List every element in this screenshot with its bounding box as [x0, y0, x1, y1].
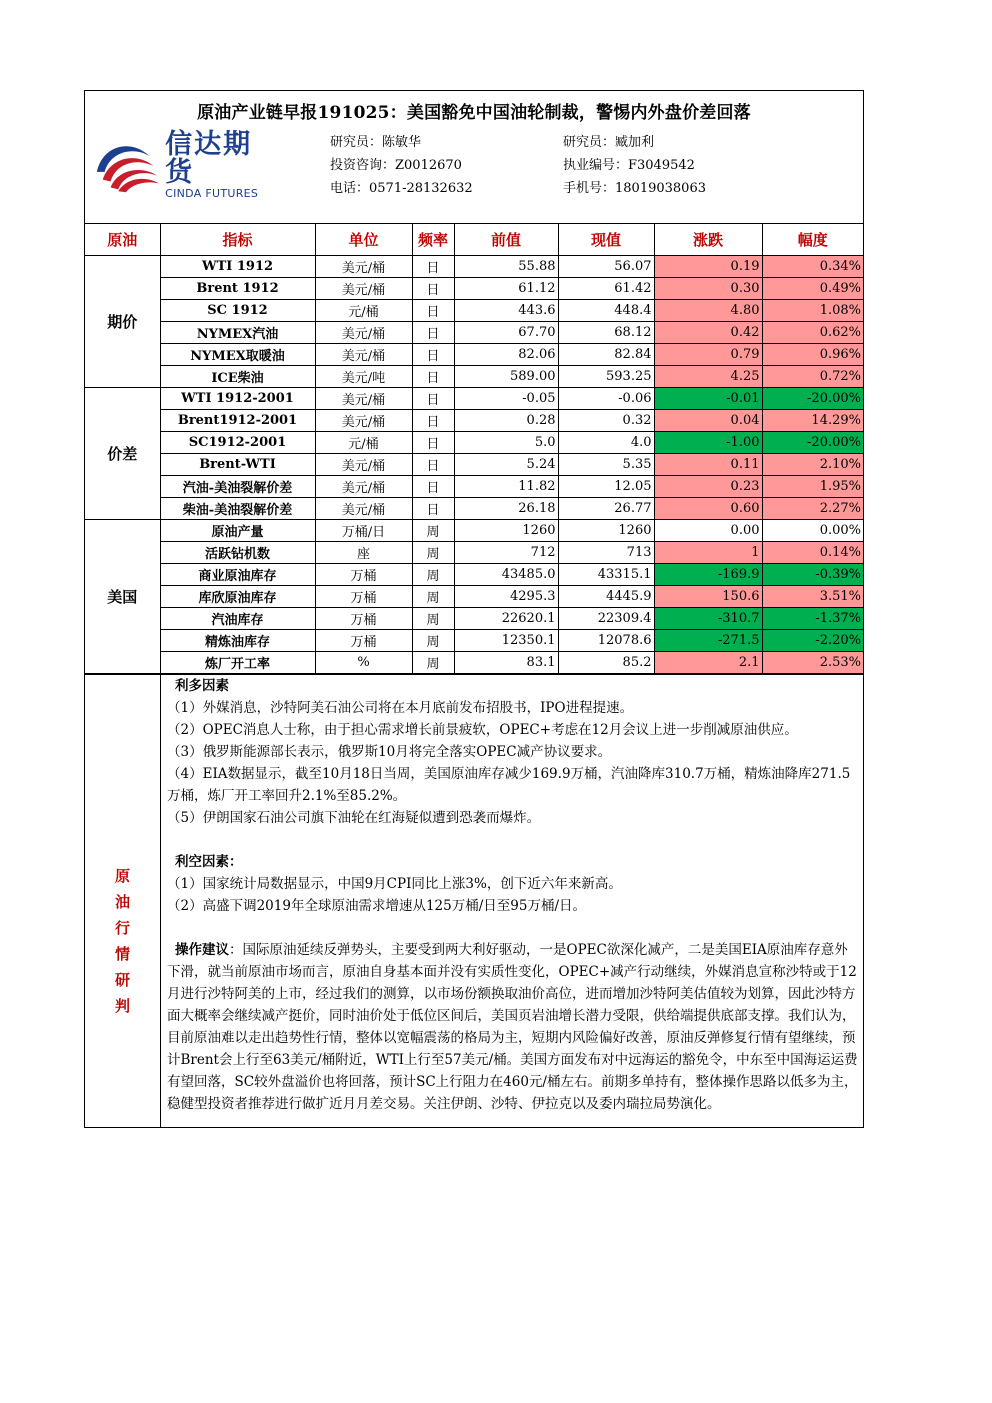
- logo-en: CINDA FUTURES: [165, 186, 259, 200]
- frequency-cell: 日: [412, 300, 454, 322]
- change-cell: -0.01: [654, 388, 762, 410]
- change-pct-cell: 2.53%: [762, 652, 863, 674]
- table-row: [85, 608, 863, 630]
- change-cell: 0.23: [654, 476, 762, 498]
- table-row: [85, 454, 863, 476]
- current-value-cell: 12.05: [558, 476, 654, 498]
- indicator-cell: WTI 1912: [160, 256, 315, 278]
- table-row: [85, 410, 863, 432]
- analysis-body: [161, 675, 863, 1127]
- table-body: [85, 256, 863, 674]
- indicator-cell: 活跃钻机数: [160, 542, 315, 564]
- col-header: 单位: [315, 224, 412, 256]
- indicator-cell: NYMEX汽油: [160, 322, 315, 344]
- change-pct-cell: -20.00%: [762, 432, 863, 454]
- change-cell: 0.60: [654, 498, 762, 520]
- unit-cell: 美元/桶: [315, 388, 412, 410]
- frequency-cell: 日: [412, 476, 454, 498]
- change-pct-cell: 1.95%: [762, 476, 863, 498]
- current-value-cell: 593.25: [558, 366, 654, 388]
- change-pct-cell: 3.51%: [762, 586, 863, 608]
- previous-value-cell: 589.00: [454, 366, 558, 388]
- previous-value-cell: 12350.1: [454, 630, 558, 652]
- report-sheet: [84, 90, 864, 1128]
- current-value-cell: 1260: [558, 520, 654, 542]
- consult-code: 投资咨询：Z0012670: [330, 158, 462, 173]
- indicator-cell: NYMEX取暖油: [160, 344, 315, 366]
- bullish-item: （5）伊朗国家石油公司旗下油轮在红海疑似遭到恐袭而爆炸。: [167, 810, 541, 826]
- col-header: 幅度: [762, 224, 863, 256]
- advice-title: 操作建议: [175, 942, 229, 958]
- previous-value-cell: 712: [454, 542, 558, 564]
- table-row: [85, 366, 863, 388]
- table-row: [85, 344, 863, 366]
- change-cell: -271.5: [654, 630, 762, 652]
- change-cell: 4.80: [654, 300, 762, 322]
- frequency-cell: 周: [412, 630, 454, 652]
- change-cell: 0.11: [654, 454, 762, 476]
- change-cell: 0.19: [654, 256, 762, 278]
- license-code: 执业编号：F3049542: [563, 158, 695, 173]
- change-pct-cell: 0.72%: [762, 366, 863, 388]
- indicator-cell: 原油产量: [160, 520, 315, 542]
- unit-cell: 美元/桶: [315, 476, 412, 498]
- unit-cell: 元/桶: [315, 432, 412, 454]
- table-row: [85, 300, 863, 322]
- group-label: 美国: [85, 520, 160, 674]
- previous-value-cell: 82.06: [454, 344, 558, 366]
- frequency-cell: 日: [412, 366, 454, 388]
- frequency-cell: 周: [412, 652, 454, 674]
- contact-right: [563, 131, 706, 200]
- table-row: [85, 388, 863, 410]
- frequency-cell: 日: [412, 278, 454, 300]
- logo-text: [165, 128, 278, 200]
- mobile: 手机号：18019038063: [563, 181, 706, 196]
- change-pct-cell: 2.27%: [762, 498, 863, 520]
- analyst-name-2: 研究员：臧加利: [563, 135, 655, 150]
- previous-value-cell: 1260: [454, 520, 558, 542]
- change-pct-cell: 0.96%: [762, 344, 863, 366]
- previous-value-cell: 0.28: [454, 410, 558, 432]
- frequency-cell: 周: [412, 586, 454, 608]
- change-cell: -310.7: [654, 608, 762, 630]
- change-cell: -169.9: [654, 564, 762, 586]
- change-pct-cell: 0.49%: [762, 278, 863, 300]
- indicator-cell: 库欣原油库存: [160, 586, 315, 608]
- current-value-cell: 56.07: [558, 256, 654, 278]
- current-value-cell: 22309.4: [558, 608, 654, 630]
- table-row: [85, 476, 863, 498]
- unit-cell: 万桶: [315, 608, 412, 630]
- change-pct-cell: -0.39%: [762, 564, 863, 586]
- previous-value-cell: 4295.3: [454, 586, 558, 608]
- advice-paragraph: [167, 939, 859, 1115]
- previous-value-cell: 11.82: [454, 476, 558, 498]
- indicator-cell: 汽油库存: [160, 608, 315, 630]
- change-cell: 0.04: [654, 410, 762, 432]
- current-value-cell: 68.12: [558, 322, 654, 344]
- analyst-name: 研究员：陈敏华: [330, 135, 422, 150]
- indicator-cell: SC 1912: [160, 300, 315, 322]
- unit-cell: 美元/吨: [315, 366, 412, 388]
- current-value-cell: 713: [558, 542, 654, 564]
- unit-cell: 美元/桶: [315, 322, 412, 344]
- change-cell: 0.00: [654, 520, 762, 542]
- group-label: 价差: [85, 388, 160, 520]
- table-row: [85, 586, 863, 608]
- indicator-cell: Brent 1912: [160, 278, 315, 300]
- previous-value-cell: 61.12: [454, 278, 558, 300]
- unit-cell: 万桶: [315, 564, 412, 586]
- frequency-cell: 日: [412, 344, 454, 366]
- indicator-cell: Brent1912-2001: [160, 410, 315, 432]
- previous-value-cell: 83.1: [454, 652, 558, 674]
- current-value-cell: 43315.1: [558, 564, 654, 586]
- col-header: 指标: [160, 224, 315, 256]
- table-row: [85, 256, 863, 278]
- bearish-item: （2）高盛下调2019年全球原油需求增速从125万桶/日至95万桶/日。: [167, 898, 586, 914]
- current-value-cell: 85.2: [558, 652, 654, 674]
- frequency-cell: 周: [412, 608, 454, 630]
- table-row: [85, 498, 863, 520]
- table-row: [85, 322, 863, 344]
- previous-value-cell: 22620.1: [454, 608, 558, 630]
- previous-value-cell: 5.24: [454, 454, 558, 476]
- current-value-cell: -0.06: [558, 388, 654, 410]
- report-header: [85, 129, 863, 224]
- current-value-cell: 26.77: [558, 498, 654, 520]
- bullish-item: （4）EIA数据显示，截至10月18日当周，美国原油库存减少169.9万桶，汽油降库310.7万桶，精炼油降库271.5万桶，炼厂开工率回升2.1%至85.2%。: [167, 766, 851, 804]
- unit-cell: 美元/桶: [315, 410, 412, 432]
- indicator-cell: 精炼油库存: [160, 630, 315, 652]
- current-value-cell: 4445.9: [558, 586, 654, 608]
- bullish-item: （2）OPEC消息人士称，由于担心需求增长前景疲软，OPEC+考虑在12月会议上进一步削减原油供应。: [167, 722, 798, 738]
- change-cell: 0.79: [654, 344, 762, 366]
- report-title: 原油产业链早报191025：美国豁免中国油轮制裁，警惕内外盘价差回落: [197, 102, 751, 123]
- change-pct-cell: -1.37%: [762, 608, 863, 630]
- previous-value-cell: 55.88: [454, 256, 558, 278]
- current-value-cell: 4.0: [558, 432, 654, 454]
- indicator-cell: ICE柴油: [160, 366, 315, 388]
- change-pct-cell: 2.10%: [762, 454, 863, 476]
- bearish-title: 利空因素：: [175, 854, 243, 870]
- unit-cell: 万桶/日: [315, 520, 412, 542]
- frequency-cell: 周: [412, 564, 454, 586]
- previous-value-cell: 67.70: [454, 322, 558, 344]
- frequency-cell: 日: [412, 454, 454, 476]
- group-label: 期价: [85, 256, 160, 388]
- current-value-cell: 82.84: [558, 344, 654, 366]
- change-cell: 4.25: [654, 366, 762, 388]
- unit-cell: 美元/桶: [315, 278, 412, 300]
- change-cell: 0.30: [654, 278, 762, 300]
- logo-cn: 信达期货: [165, 128, 253, 188]
- col-header: 原油: [85, 224, 160, 256]
- bearish-item: （1）国家统计局数据显示，中国9月CPI同比上涨3%，创下近六年来新高。: [167, 876, 622, 892]
- bullish-item: （1）外媒消息，沙特阿美石油公司将在本月底前发布招股书，IPO进程提速。: [167, 700, 634, 716]
- indicator-cell: 柴油-美油裂解价差: [160, 498, 315, 520]
- change-pct-cell: 0.14%: [762, 542, 863, 564]
- contact-left: [330, 131, 473, 200]
- current-value-cell: 12078.6: [558, 630, 654, 652]
- previous-value-cell: -0.05: [454, 388, 558, 410]
- current-value-cell: 5.35: [558, 454, 654, 476]
- current-value-cell: 448.4: [558, 300, 654, 322]
- col-header: 前值: [454, 224, 558, 256]
- change-cell: 150.6: [654, 586, 762, 608]
- indicator-cell: 汽油-美油裂解价差: [160, 476, 315, 498]
- frequency-cell: 日: [412, 388, 454, 410]
- frequency-cell: 周: [412, 542, 454, 564]
- table-row: [85, 564, 863, 586]
- change-cell: 2.1: [654, 652, 762, 674]
- previous-value-cell: 26.18: [454, 498, 558, 520]
- analysis-label-text: 原油行情研判: [114, 867, 130, 1015]
- indicator-cell: 炼厂开工率: [160, 652, 315, 674]
- frequency-cell: 日: [412, 410, 454, 432]
- change-pct-cell: -2.20%: [762, 630, 863, 652]
- unit-cell: 美元/桶: [315, 498, 412, 520]
- frequency-cell: 日: [412, 322, 454, 344]
- change-pct-cell: 1.08%: [762, 300, 863, 322]
- previous-value-cell: 43485.0: [454, 564, 558, 586]
- col-header: 涨跌: [654, 224, 762, 256]
- current-value-cell: 61.42: [558, 278, 654, 300]
- analysis-section: [85, 674, 863, 1127]
- table-row: [85, 630, 863, 652]
- price-table: [85, 224, 863, 674]
- table-row: [85, 652, 863, 674]
- unit-cell: 美元/桶: [315, 454, 412, 476]
- unit-cell: 美元/桶: [315, 256, 412, 278]
- table-row: [85, 432, 863, 454]
- advice-text: ：国际原油延续反弹势头，主要受到两大利好驱动，一是OPEC欲深化减产，二是美国EIA原油库存意外下滑，就当前原油市场而言，原油自身基本面并没有实质性变化，OPEC+减产行动继续，外媒消息宣称沙特或于12月进行沙特阿美的上市，经过我们的测算，以市场份额换取油价高位，进而增加沙特阿美估值较为划算，因此沙特方面大概率会继续减产挺价，同时油价处于低位区间后，美国页岩油增长潜力受限，供给端提供底部支撑。我们认为，目前原油难以走出趋势性行情，整体以宽幅震荡的格局为主，短期内风险偏好改善，原油反弹修复行情有望继续，预计Brent会上行至63美元/桶附近，WTI上行至57美元/桶。美国方面发布对中远海运的豁免令，中东至中国海运运费有望回落，SC较外盘溢价也将回落，预计SC上行阻力在460元/桶左右。前期多单持有，整体操作思路以低多为主，稳健型投资者推荐进行做扩近月月差交易。关注伊朗、沙特、伊拉克以及委内瑞拉局势演化。: [167, 942, 858, 1112]
- col-header: 现值: [558, 224, 654, 256]
- change-cell: 1: [654, 542, 762, 564]
- unit-cell: 元/桶: [315, 300, 412, 322]
- change-pct-cell: -20.00%: [762, 388, 863, 410]
- phone: 电话：0571-28132632: [330, 181, 473, 196]
- change-pct-cell: 0.62%: [762, 322, 863, 344]
- table-header-row: [85, 224, 863, 256]
- table-row: [85, 278, 863, 300]
- indicator-cell: WTI 1912-2001: [160, 388, 315, 410]
- change-pct-cell: 14.29%: [762, 410, 863, 432]
- unit-cell: 万桶: [315, 630, 412, 652]
- change-pct-cell: 0.00%: [762, 520, 863, 542]
- analysis-label: [85, 675, 161, 1127]
- frequency-cell: 日: [412, 256, 454, 278]
- change-cell: -1.00: [654, 432, 762, 454]
- previous-value-cell: 5.0: [454, 432, 558, 454]
- change-cell: 0.42: [654, 322, 762, 344]
- unit-cell: 座: [315, 542, 412, 564]
- frequency-cell: 日: [412, 498, 454, 520]
- cinda-swoosh-icon: [93, 136, 161, 194]
- change-pct-cell: 0.34%: [762, 256, 863, 278]
- current-value-cell: 0.32: [558, 410, 654, 432]
- bullish-title: 利多因素: [175, 678, 229, 694]
- unit-cell: 万桶: [315, 586, 412, 608]
- bullish-item: （3）俄罗斯能源部长表示，俄罗斯10月将完全落实OPEC减产协议要求。: [167, 744, 612, 760]
- unit-cell: %: [315, 652, 412, 674]
- table-row: [85, 520, 863, 542]
- frequency-cell: 日: [412, 432, 454, 454]
- previous-value-cell: 443.6: [454, 300, 558, 322]
- indicator-cell: SC1912-2001: [160, 432, 315, 454]
- table-row: [85, 542, 863, 564]
- indicator-cell: 商业原油库存: [160, 564, 315, 586]
- indicator-cell: Brent-WTI: [160, 454, 315, 476]
- col-header: 频率: [412, 224, 454, 256]
- unit-cell: 美元/桶: [315, 344, 412, 366]
- cinda-logo: [93, 128, 278, 200]
- frequency-cell: 周: [412, 520, 454, 542]
